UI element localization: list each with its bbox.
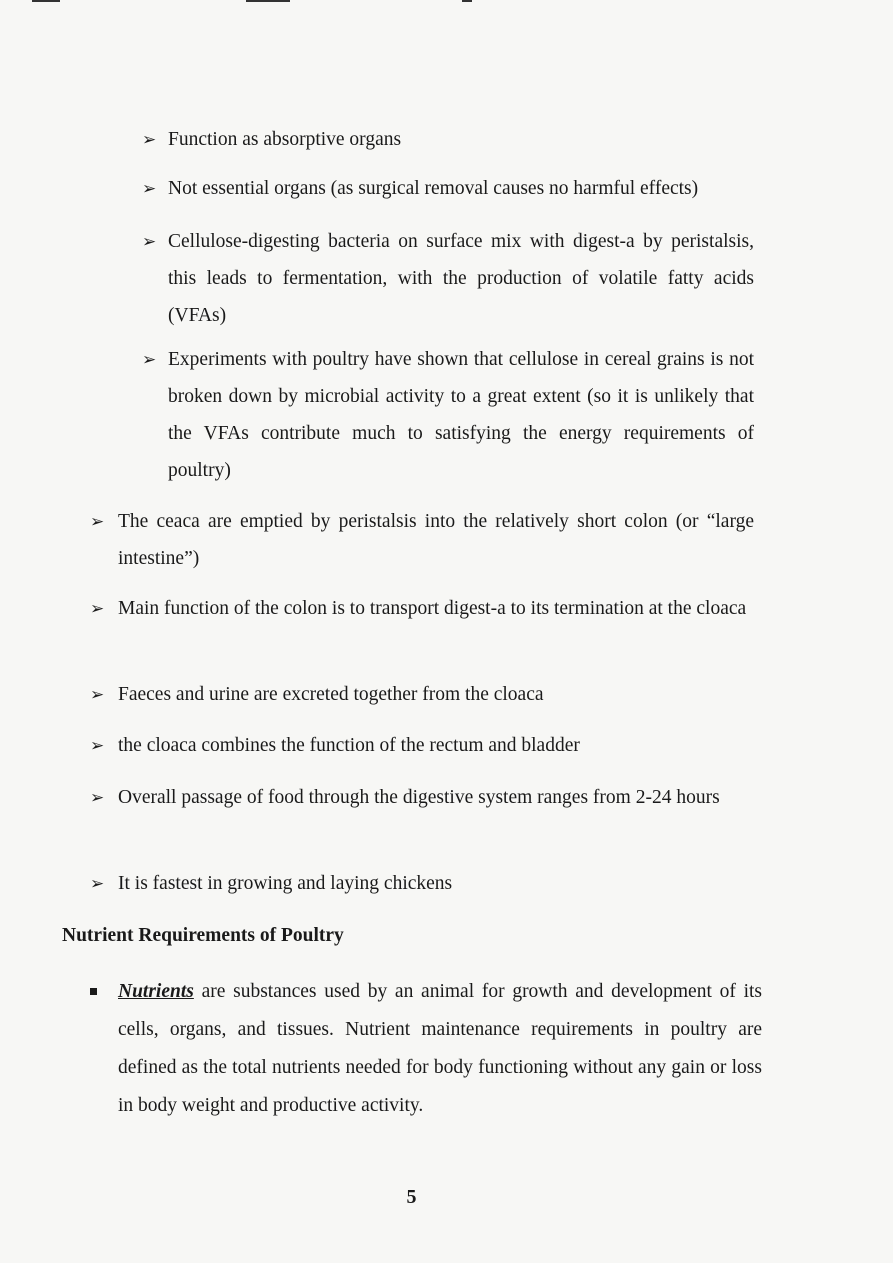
arrow-bullet-icon: ➢ bbox=[142, 130, 157, 149]
scan-artifact bbox=[462, 0, 472, 2]
main-bullet-item bbox=[90, 503, 754, 577]
sub-bullet-text: Function as absorptive organs bbox=[168, 129, 402, 150]
arrow-bullet-icon: ➢ bbox=[142, 350, 157, 369]
main-bullet-text: It is fastest in growing and laying chickens bbox=[118, 873, 453, 894]
sub-bullet-item bbox=[142, 223, 754, 334]
nutrients-paragraph bbox=[118, 973, 762, 1125]
main-bullet-item bbox=[90, 779, 754, 816]
main-bullet-text: the cloaca combines the function of the rectum and bladder bbox=[118, 735, 580, 756]
sub-bullet-text: Cellulose-digesting bacteria on surface mix with digest-a by peristalsis, this leads to fermentation, with the production of volatile fatty acids (VFAs) bbox=[168, 231, 754, 326]
sub-bullet-text: Not essential organs (as surgical removal causes no harmful effects) bbox=[168, 178, 699, 199]
scan-artifact bbox=[246, 0, 290, 2]
nutrients-term: Nutrients bbox=[118, 981, 194, 1002]
main-bullet-text: Overall passage of food through the digestive system ranges from 2-24 hours bbox=[118, 787, 720, 808]
main-bullet-item bbox=[90, 727, 754, 764]
sub-bullet-item bbox=[142, 170, 768, 207]
main-bullet-item bbox=[90, 865, 754, 902]
sub-bullet-text: Experiments with poultry have shown that cellulose in cereal grains is not broken down by microbial activity to a great extent (so it is unlikely that the VFAs contribute much to satisfying the energy requirements of poultry) bbox=[168, 349, 754, 481]
arrow-bullet-icon: ➢ bbox=[90, 685, 105, 704]
square-bullet-icon bbox=[90, 988, 97, 995]
arrow-bullet-icon: ➢ bbox=[90, 788, 105, 807]
arrow-bullet-icon: ➢ bbox=[142, 179, 157, 198]
main-bullet-item bbox=[90, 676, 754, 713]
arrow-bullet-icon: ➢ bbox=[90, 736, 105, 755]
main-bullet-text: The ceaca are emptied by peristalsis into the relatively short colon (or “large intestine”) bbox=[118, 511, 754, 569]
sub-bullet-item bbox=[142, 121, 754, 158]
page-number: 5 bbox=[406, 1186, 417, 1208]
sub-bullet-item bbox=[142, 341, 754, 489]
main-bullet-item bbox=[90, 590, 754, 627]
section-heading: Nutrient Requirements of Poultry bbox=[62, 925, 344, 946]
arrow-bullet-icon: ➢ bbox=[142, 232, 157, 251]
arrow-bullet-icon: ➢ bbox=[90, 599, 105, 618]
arrow-bullet-icon: ➢ bbox=[90, 512, 105, 531]
scan-artifact bbox=[32, 0, 60, 2]
main-bullet-text: Main function of the colon is to transport digest-a to its termination at the cloaca bbox=[118, 598, 747, 619]
main-bullet-text: Faeces and urine are excreted together from the cloaca bbox=[118, 684, 544, 705]
nutrients-definition: are substances used by an animal for growth and development of its cells, organs, and tissues. Nutrient maintenance requirements in poultry are defined as the total nutrients needed for body functioning without any gain or loss in body weight and productive activity. bbox=[118, 981, 762, 1116]
arrow-bullet-icon: ➢ bbox=[90, 874, 105, 893]
